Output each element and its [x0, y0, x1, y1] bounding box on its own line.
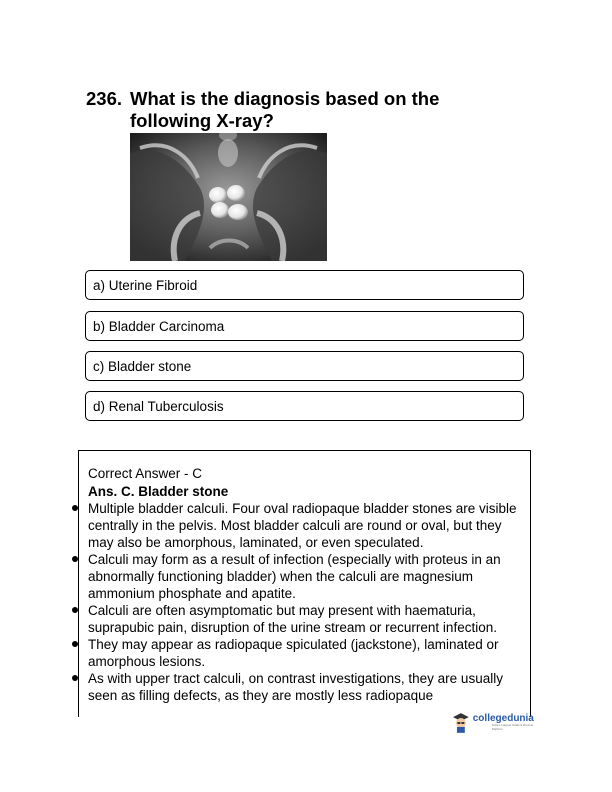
list-item: Multiple bladder calculi. Four oval radiopaque bladder stones are visible centrally in the pelvis. Most bladder calculi are round or oval, but they may also be amorphous, laminated, or even speculated. [88, 500, 530, 551]
list-item: They may appear as radiopaque spiculated (jackstone), laminated or amorphous lesions. [88, 636, 530, 670]
option-b[interactable]: b) Bladder Carcinoma [85, 311, 524, 341]
xray-image [130, 133, 327, 261]
question-title [86, 88, 516, 132]
question-number: 236. [86, 88, 123, 109]
question-text: What is the diagnosis based on the following X-ray? [130, 88, 440, 131]
collegedunia-logo [452, 708, 544, 736]
answer-title: Ans. C. Bladder stone [88, 484, 229, 499]
list-item: Calculi may form as a result of infection (especially with proteus in an abnormally functioning bladder) when the calculi are magnesium ammonium phosphate and apatite. [88, 551, 530, 602]
option-c[interactable]: c) Bladder stone [85, 351, 524, 381]
bullet-icon [72, 607, 78, 613]
bullet-icon [72, 641, 78, 647]
logo-tagline: India's Largest Student Review Platform [491, 723, 534, 731]
list-item: As with upper tract calculi, on contrast investigations, they are usually seen as filling defects, as they are mostly less radiopaque [88, 670, 530, 704]
bullet-icon [72, 505, 78, 511]
explanation-list [88, 500, 530, 704]
list-item: Calculi are often asymptomatic but may present with haematuria, suprapubic pain, disruption of the urine stream or recurrent infection. [88, 602, 530, 636]
option-d[interactable]: d) Renal Tuberculosis [85, 391, 524, 421]
bullet-icon [72, 556, 78, 562]
option-a[interactable]: a) Uterine Fibroid [85, 270, 524, 300]
bullet-icon [72, 675, 78, 681]
logo-name: collegedunia [472, 713, 534, 724]
correct-answer-line: Correct Answer - C [88, 466, 203, 481]
graduate-icon [452, 711, 470, 733]
